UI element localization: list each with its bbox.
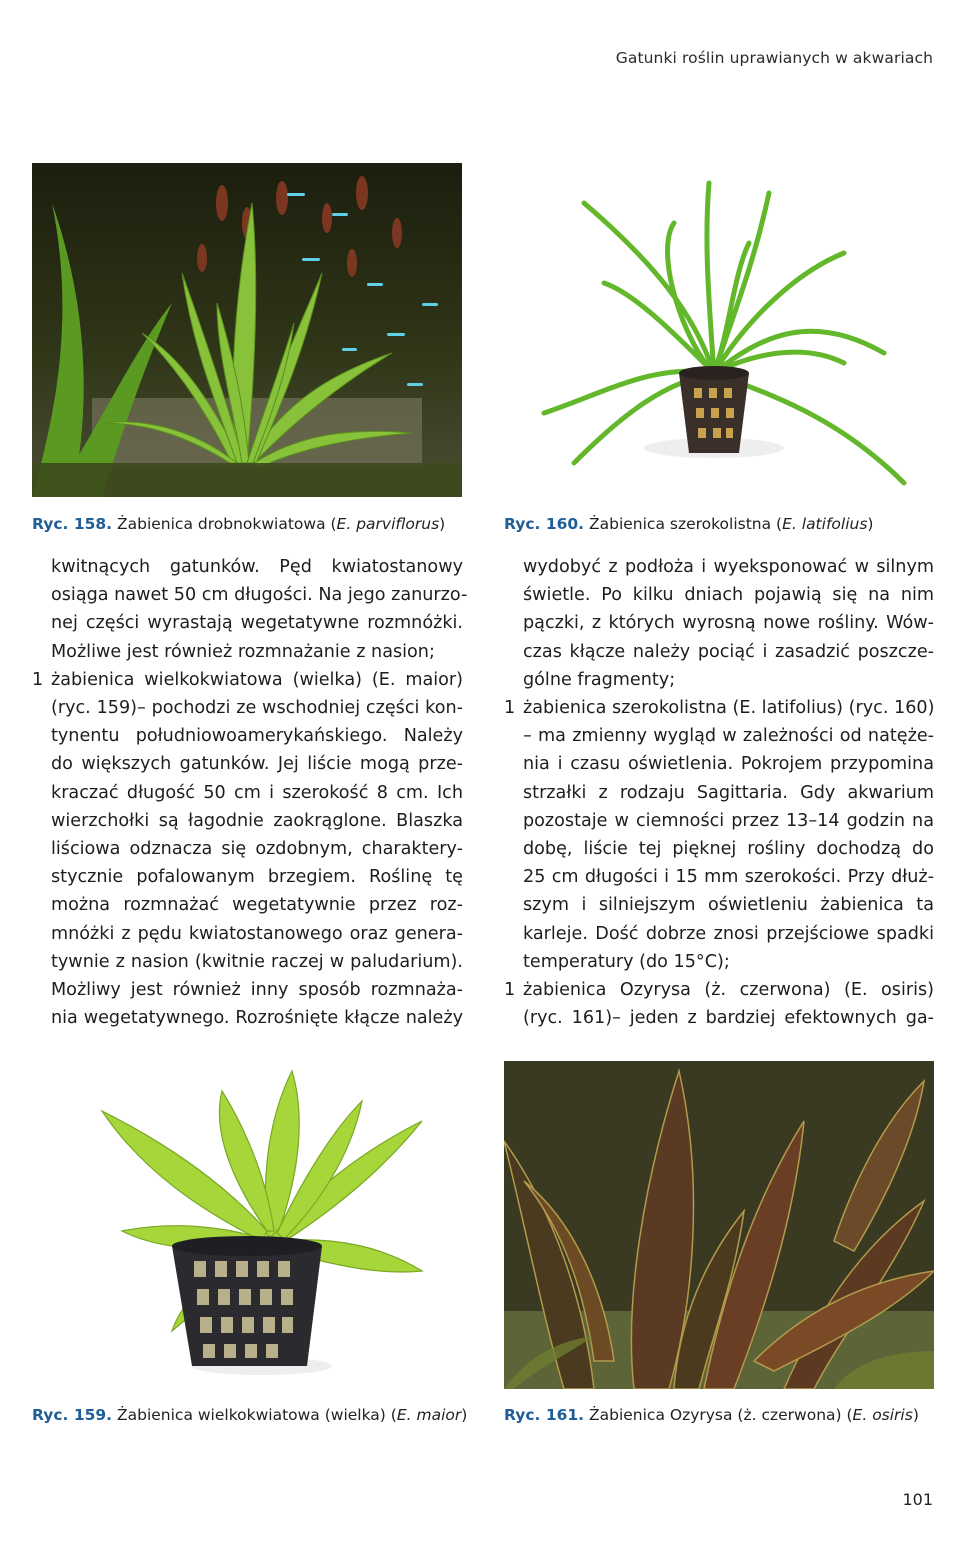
running-head: Gatunki roślin uprawianych w akwariach — [615, 49, 933, 67]
list-item-number: 1 — [504, 980, 516, 1001]
right-paragraph: wydobyć z podłoża i wyeksponować w silnym świetle. Po kilku dniach pojawią się na nim pączki, z których wyrosną nowe rośliny. Wów- czas kłącze należy pociąć i zasadzić poszcze- gólne fragmenty; — [523, 557, 934, 690]
list-item-maior: 1 żabienica wielkokwiatowa (wielka) (E. maior) (ryc. 159)– pochodzi ze wschodniej części kon- tynentu południowoamerykańskiego. Należy do większych gatunków. Jej liście mogą prze- kraczać długość 50 cm i szerokość 8 cm. Ich wierzchołki są łagodnie zaokrąglone. Blaszka liściowa odznacza się ozdobnym, charaktery- stycznie pofalowanym brzegiem. Roślinę tę można rozmnażać wegetatywnie przez roz- mnóżki z pędu kwiatostanowego oraz genera- tywnie z nasion (kwitnie raczej w paludarium). Możliwy jest również inny sposób rozmnaża- nia wegetatywnego. Rozrośnięte kłącze należy — [51, 666, 463, 1033]
list-item-number: 1 — [32, 669, 44, 690]
figure-161-photo — [504, 1061, 934, 1389]
list-item-osiris: 1 żabienica Ozyrysa (ż. czerwona) (E. osiris) (ryc. 161)– jeden z bardziej efektownych ga- — [523, 976, 934, 1032]
list-item-latifolius: 1 żabienica szerokolistna (E. latifolius) (ryc. 160) – ma zmienny wygląd w zależności od natęże- nia i czasu oświetlenia. Pokrojem przypomina strzałki z rodzaju Sagittaria. Gdy akwarium pozostaje w ciemności przez 13–14 godzin na dobę, liście tej pięknej rośliny dochodzą do 25 cm długości i 15 mm szerokości. Przy dłuż- szym i silniejszym oświetleniu żabienica ta karleje. Dość dobrze znosi przejściowe spadki temperatury (do 15°C); — [523, 694, 934, 976]
figure-159-caption: Ryc. 159. Żabienica wielkokwiatowa (wielka) (E. maior) — [32, 1406, 468, 1424]
right-text-column — [504, 553, 935, 1032]
figure-158-caption: Ryc. 158. Żabienica drobnokwiatowa (E. parviflorus) — [32, 515, 446, 533]
figure-158-photo — [32, 163, 462, 497]
figure-160-caption: Ryc. 160. Żabienica szerokolistna (E. latifolius) — [504, 515, 874, 533]
left-text-column — [32, 553, 468, 1032]
figure-160-photo — [504, 163, 934, 517]
figure-159-photo — [32, 1061, 462, 1389]
list-item-number: 1 — [504, 698, 516, 719]
page-number: 101 — [902, 1490, 933, 1509]
figure-161-caption: Ryc. 161. Żabienica Ozyrysa (ż. czerwona) (E. osiris) — [504, 1406, 919, 1424]
left-paragraph: kwitnących gatunków. Pęd kwiatostanowy osiąga nawet 50 cm długości. Na jego zanurzo- nej części wyrastają wegetatywne rozmnóżki. Możliwe jest również rozmnażanie z nasion; — [51, 557, 468, 662]
